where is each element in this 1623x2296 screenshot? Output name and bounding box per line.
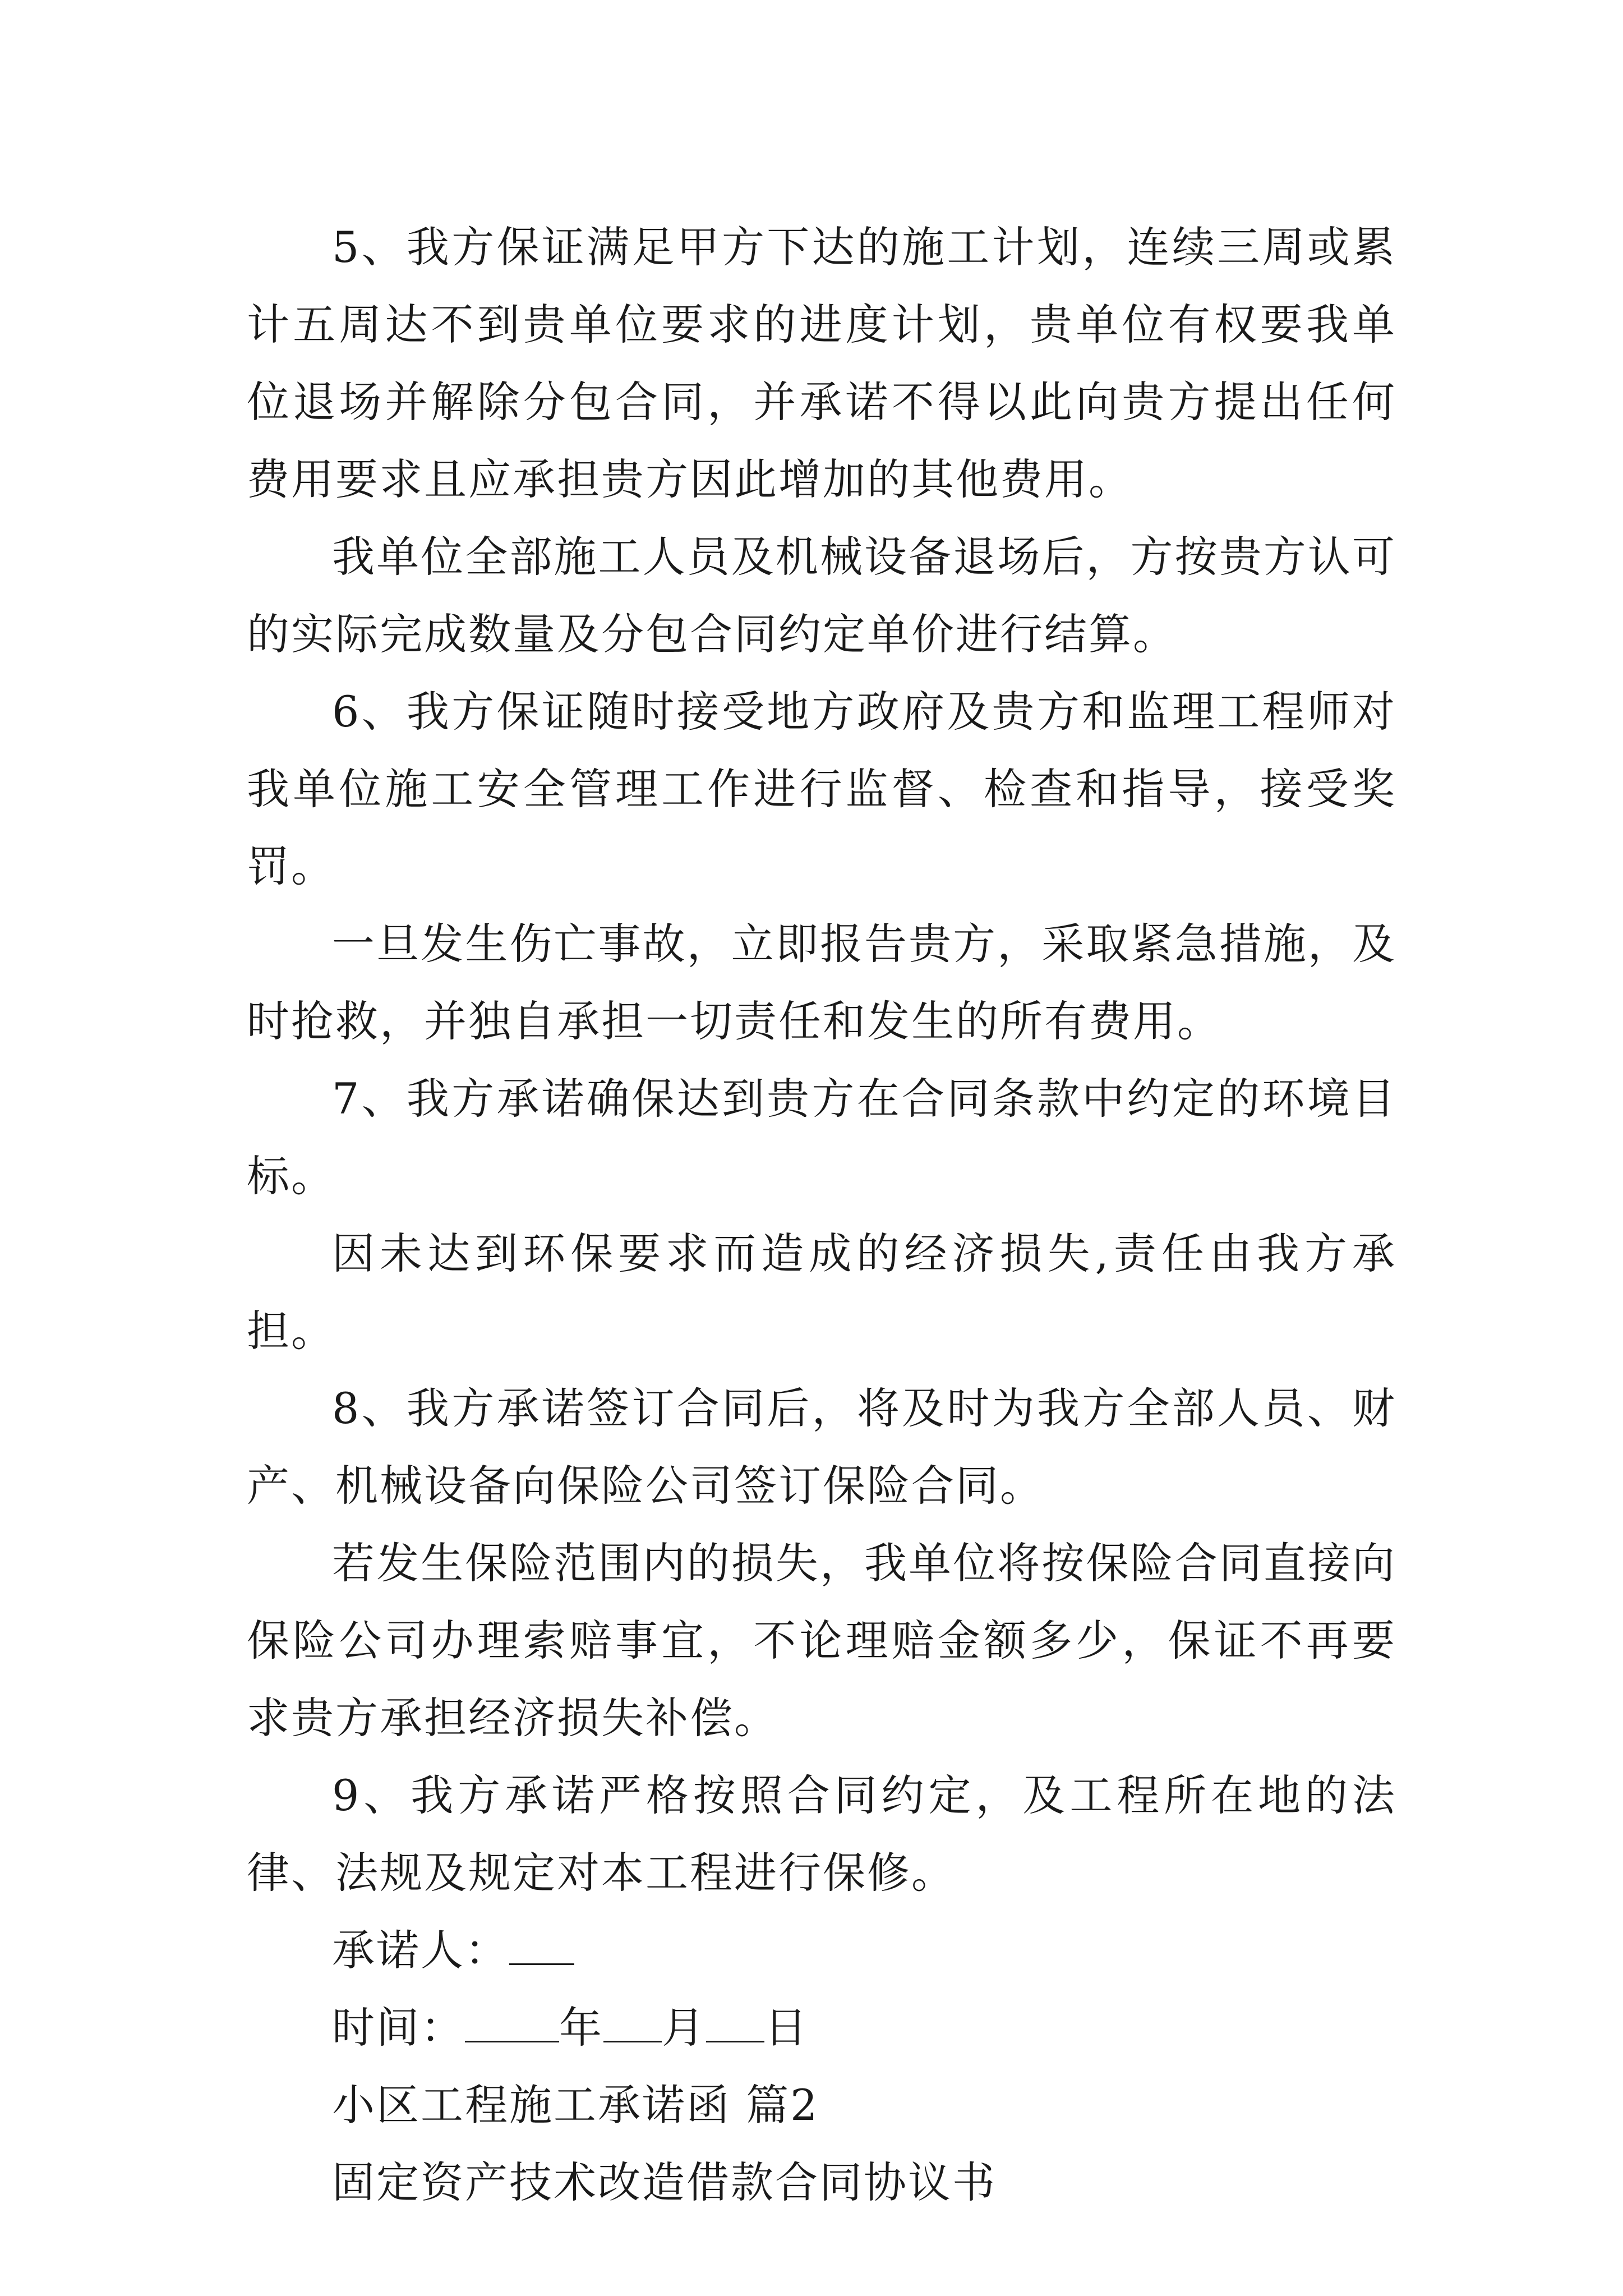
document-page: [247, 209, 1396, 2221]
day-blank[interactable]: [706, 2001, 764, 2042]
month-blank[interactable]: [603, 2001, 662, 2042]
section-heading: 小区工程施工承诺函 篇2: [332, 2080, 819, 2130]
day-label: 日: [764, 2003, 809, 2053]
paragraph-clause-8: 8、我方承诺签订合同后，将及时为我方全部人员、财产、机械设备向保险公司签订保险合同。: [247, 1383, 1396, 1511]
promisor-line: [247, 1912, 1396, 1989]
date-line: [247, 1989, 1396, 2067]
paragraph-clause-6: 6、我方保证随时接受地方政府及贵方和监理工程师对我单位施工安全管理工作进行监督、检查和指导，接受奖罚。: [247, 687, 1396, 891]
paragraph-clause-7: 7、我方承诺确保达到贵方在合同条款中约定的环境目标。: [247, 1074, 1396, 1201]
paragraph-settlement: 我单位全部施工人员及机械设备退场后，方按贵方认可的实际完成数量及分包合同约定单价进行结算。: [247, 532, 1396, 659]
year-blank[interactable]: [465, 2001, 559, 2042]
month-label: 月: [662, 2003, 706, 2053]
paragraph-clause-9: 9、我方承诺严格按照合同约定，及工程所在地的法律、法规及规定对本工程进行保修。: [247, 1770, 1396, 1898]
time-label: 时间：: [332, 2003, 465, 2053]
promisor-label: 承诺人：: [332, 1925, 509, 1975]
next-document-title: 固定资产技术改造借款合同协议书: [332, 2157, 997, 2207]
promisor-blank[interactable]: [509, 1924, 574, 1965]
year-label: 年: [559, 2003, 603, 2053]
paragraph-environment-loss: 因未达到环保要求而造成的经济损失,责任由我方承担。: [247, 1228, 1396, 1356]
paragraph-clause-5: 5、我方保证满足甲方下达的施工计划，连续三周或累计五周达不到贵单位要求的进度计划，贵单位有权要我单位退场并解除分包合同，并承诺不得以此向贵方提出任何费用要求且应承担贵方因此增加的其他费用。: [247, 222, 1396, 504]
paragraph-accident: 一旦发生伤亡事故，立即报告贵方，采取紧急措施，及时抢救，并独自承担一切责任和发生的所有费用。: [247, 919, 1396, 1046]
paragraph-insurance: 若发生保险范围内的损失，我单位将按保险合同直接向保险公司办理索赔事宜，不论理赔金额多少，保证不再要求贵方承担经济损失补偿。: [247, 1538, 1396, 1743]
